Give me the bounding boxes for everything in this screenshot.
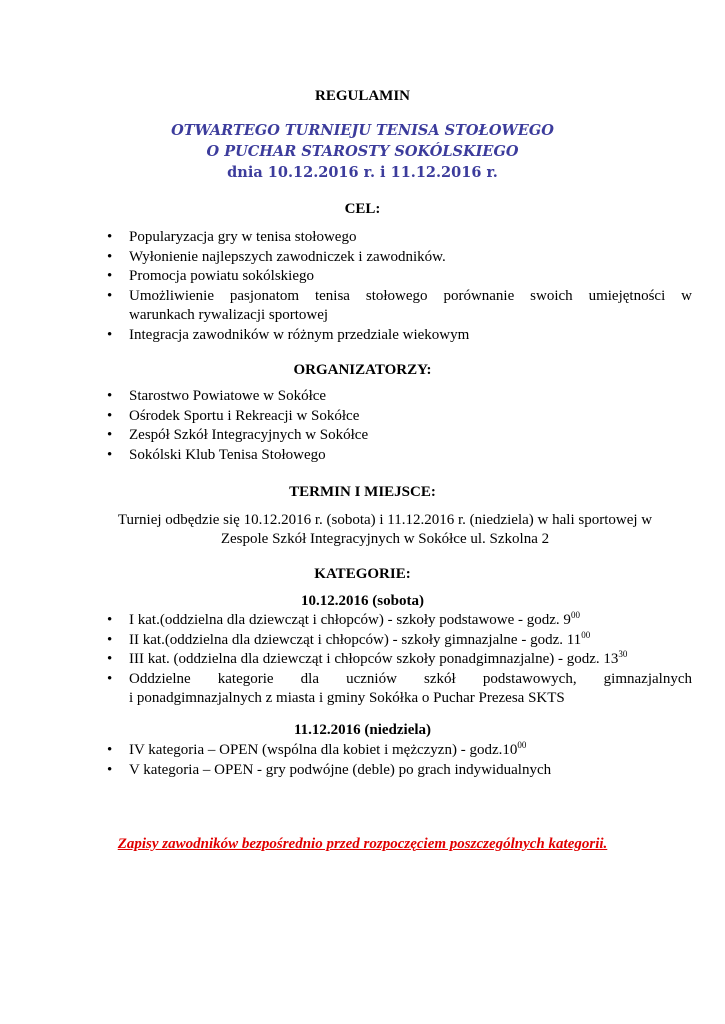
bullet-icon: • xyxy=(107,446,113,463)
bullet-icon: • xyxy=(107,407,113,424)
list-item: • Zespół Szkół Integracyjnych w Sokółce xyxy=(107,426,692,446)
day2-list xyxy=(107,741,692,780)
list-item: • I kat.(oddzielna dla dziewcząt i chłopców) - szkoły podstawowe - godz. $9^{00}$ xyxy=(107,611,692,631)
subtitle-dates: dnia 10.12.2016 r. i 11.12.2016 r. xyxy=(227,164,498,181)
cel-heading: CEL: xyxy=(344,201,381,217)
termin-line-2: Zespole Szkół Integracyjnych w Sokółce ul. Szkolna 2 xyxy=(220,531,550,547)
day1-list xyxy=(107,611,692,709)
list-item: • Popularyzacja gry w tenisa stołowego xyxy=(107,228,692,248)
list-item: • III kat. (oddzielna dla dziewcząt i chłopców szkoły ponadgimnazjalne) - godz. $13^{30}$ xyxy=(107,650,692,670)
bullet-icon: • xyxy=(107,651,113,667)
bullet-icon: • xyxy=(107,761,113,778)
termin-line-1: Turniej odbędzie się 10.12.2016 r. (sobota) i 11.12.2016 r. (niedziela) w hali sportowej w xyxy=(117,512,653,528)
list-item: • Sokólski Klub Tenisa Stołowego xyxy=(107,446,692,466)
registration-note: Zapisy zawodników bezpośrednio przed rozpoczęciem poszczególnych kategorii. xyxy=(117,836,608,852)
organizatorzy-heading: ORGANIZATORZY: xyxy=(293,362,432,378)
bullet-icon: • xyxy=(107,612,113,628)
subtitle-line-2: O PUCHAR STAROSTY SOKÓLSKIEGO xyxy=(206,143,519,160)
list-item: • II kat.(oddzielna dla dziewcząt i chłopców) - szkoły gimnazjalne - godz. $11^{00}$ xyxy=(107,631,692,651)
bullet-icon: • xyxy=(107,287,113,304)
organizatorzy-list xyxy=(107,387,692,465)
kategorie-heading: KATEGORIE: xyxy=(314,566,411,582)
list-item: • IV kategoria – OPEN (wspólna dla kobiet i mężczyzn) - $godz.10^{00}$ xyxy=(107,741,692,761)
list-item: • Starostwo Powiatowe w Sokółce xyxy=(107,387,692,407)
bullet-icon: • xyxy=(107,248,113,265)
cel-list xyxy=(107,228,692,345)
list-item: • Umożliwienie pasjonatom tenisa stołowego porównanie swoich umiejętności w warunkach rywalizacji sportowej xyxy=(107,287,692,323)
bullet-icon: • xyxy=(107,388,113,404)
bullet-icon: • xyxy=(107,631,113,648)
list-item: • Ośrodek Sportu i Rekreacji w Sokółce xyxy=(107,407,692,427)
bullet-icon: • xyxy=(107,427,113,443)
list-item: • Oddzielne kategorie dla uczniów szkół podstawowych, gimnazjalnych i ponadgimnazjalnych z miasta i gminy Sokółka o Puchar Prezesa SKTS xyxy=(107,670,692,706)
list-item: • Promocja powiatu sokólskiego xyxy=(107,267,692,287)
bullet-icon: • xyxy=(107,268,113,284)
list-item: • Wyłonienie najlepszych zawodniczek i zawodników. xyxy=(107,248,692,268)
bullet-icon: • xyxy=(107,326,113,343)
list-item: • Integracja zawodników w różnym przedziale wiekowym xyxy=(107,326,692,346)
bullet-icon: • xyxy=(107,742,113,758)
bullet-icon: • xyxy=(107,670,113,687)
day2-heading: 11.12.2016 (niedziela) xyxy=(293,722,432,738)
document-title: REGULAMIN xyxy=(314,88,410,104)
list-item: • V kategoria – OPEN - gry podwójne (deble) po grach indywidualnych xyxy=(107,761,692,781)
subtitle-line-1: OTWARTEGO TURNIEJU TENISA STOŁOWEGO xyxy=(171,122,554,139)
termin-heading: TERMIN I MIEJSCE: xyxy=(289,484,436,500)
day1-heading: 10.12.2016 (sobota) xyxy=(301,593,424,609)
bullet-icon: • xyxy=(107,229,113,245)
